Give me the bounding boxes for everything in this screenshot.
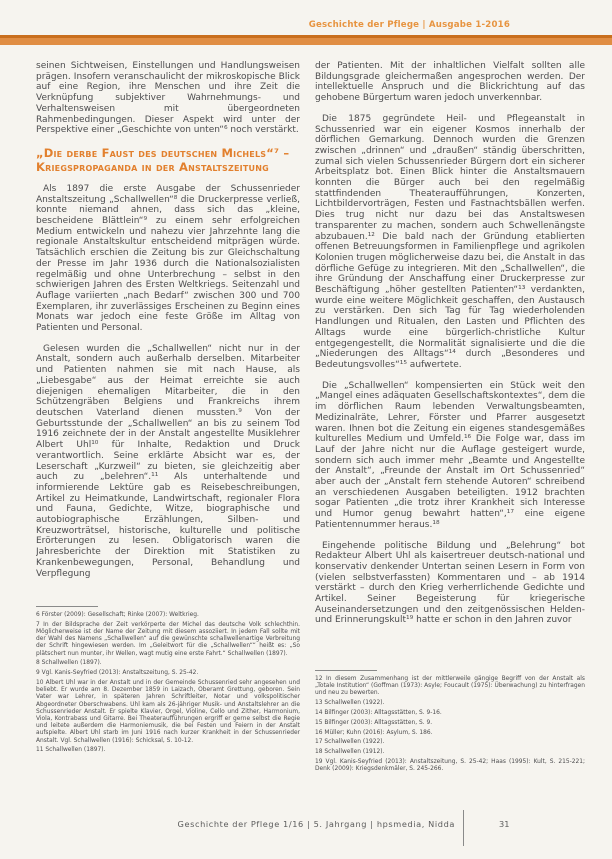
footnote: 14 Bilfinger (2003): Alltagsstätten, S. 9-16. <box>315 710 442 716</box>
footnote: 12 In diesem Zusammenhang ist der mittlerweile gängige Begriff von der Anstalt als „Totale Institution“ (Goffman (1973): Asyle; Foucault (1975): Überwachung) zu hinterfragen und neu zu bewerten. <box>315 676 585 697</box>
paragraph: Die „Schallwellen“ kompensierten ein Stück weit den „Mangel eines adäquaten Gesellschaftskontextes“, dem die im dörflichen Raum lebenden Verwaltungsbeamten, Medizinalräte, Lehrer, Förster und Pfarrer ausgesetzt waren. Ihnen bot die Zeitung ein eigenes standesgemäßes kulturelles Medium und Umfeld.¹⁶ Die Folge war, dass im Lauf der Jahre nicht nur die Auflage gesteigert wurde, sondern sich auch immer mehr „Beamte und Angestellte der Anstalt“, „Freunde der Anstalt im Ort Schussenried“ aber auch der „Anstalt fern stehende Autoren“ schreibend an verschiedenen Ausgaben beteiligten. 1912 brachten sogar Patienten „die trotz ihrer Krankheit sich Interesse und Humor genug bewahrt hatten“,¹⁷ eine eigene Patientennummer heraus.¹⁸ <box>315 380 585 530</box>
footnote: 10 Albert Uhl war in der Anstalt und in der Gemeinde Schussenried sehr angesehen und beliebt. Er wurde am 8. Dezember 1859 in Laizach, Oberamt Grettung, geboren. Sein Vater war Lehrer, in späteren Jahren Schriftleiter, Notar und volkspolitischer Abgeordneter Oberschwabens. Uhl kam als 26-jähriger Musik- und Anstaltslehrer an die Schussenrieder Anstalt. Er spielte Klavier, Orgel, Violine, Cello und Zither, Harmonium, Viola, Kontrabass und Gitarre. Bei Theateraufführungen ergriff er gerne selbst die Regie und leitete außerdem die Harmoniemusik, die bei Festen und Feiern in der Anstalt aufspielte. Albert Uhl starb im Juni 1916 nach kurzer Krankheit in der Schussenrieder Anstalt. Vgl. Schallwellen (1916): Schicksal, S. 10-12. <box>36 680 300 744</box>
footnote-separator <box>36 606 98 607</box>
footnote: 7 In der Bildsprache der Zeit verkörperte der Michel das deutsche Volk schlechthin. Möglicherweise ist der Name der Zeitung mit diesem assoziiert. In jedem Fall sollte mit der Wahl des Namens „Schallwellen“ auf die gewünschte schallwellenartige Verbreitung der Schrift hingewiesen werden. Im „Geleitwort für die „Schallwellen““ heißt es: „So plätschert nun munter, ihr Wellen, wagt mutig eine erste Fahrt.“ Schallwellen (1897). <box>36 621 300 657</box>
paragraph: Als 1897 die erste Ausgabe der Schussenrieder Anstaltszeitung „Schallwellen“⁸ die Druckerpresse verließ, konnte niemand ahnen, dass sich das „kleine, bescheidene Blättlein“⁹ zu einem sehr erfolgreichen Medium entwickeln und nahezu vier Jahrzehnte lang die regionale Anstaltskultur entscheidend mitprägen würde. Tatsächlich erschien die Zeitung bis zur Gleichschaltung der Presse im Jahr 1936 durch die Nationalsozialisten regelmäßig und ohne Unterbrechung – selbst in den schwierigen Jahren des Ersten Weltkriegs. Seitenzahl und Auflage variierten „nach Bedarf“ zwischen 300 und 700 Exemplaren, ihr zuverlässiges Erscheinen zu Beginn eines Monats war jedoch eine feste Größe im Alltag von Patienten und Personal. <box>36 183 300 334</box>
page-number: 31 <box>499 819 510 829</box>
footnote: 11 Schallwellen (1897). <box>36 747 106 754</box>
paragraph: Eingehende politische Bildung und „Belehrung“ bot Redakteur Albert Uhl als kaisertreuer deutsch-national und konservativ denkender Untertan seinen Lesern in Form von (vielen selbstverfassten) Kommentaren und – ab 1914 verstärkt – durch den Krieg verherrlichende Gedichte und Artikel. Seiner Begeisterung für kriegerische Auseinandersetzungen und den zeitgenössischen Helden- und Erinnerungskult¹⁹ hatte er schon in den Jahren zuvor <box>315 540 585 626</box>
section-heading: „Die derbe Faust des deutschen Michels“⁷ – Kriegspropaganda in der Anstaltszeitung <box>36 145 290 174</box>
footer-journal-line: Geschichte der Pflege 1/16 | 5. Jahrgang | hpsmedia, Nidda <box>177 819 455 829</box>
article-column-left <box>36 61 300 603</box>
footnotes-left <box>36 606 300 757</box>
footnote-separator <box>315 670 377 671</box>
footer-divider <box>463 810 464 846</box>
journal-issue-label: Geschichte der Pflege | Ausgabe 1-2016 <box>308 20 510 30</box>
footnotes-right <box>315 670 585 776</box>
footnote: 18 Schallwellen (1912). <box>315 749 385 756</box>
footnote: 9 Vgl. Kanis-Seyfried (2013): Anstaltszeitung, S. 25-42. <box>36 670 199 677</box>
article-column-right <box>315 61 585 667</box>
footnote: 13 Schallwellen (1922). <box>315 700 385 707</box>
paragraph: seinen Sichtweisen, Einstellungen und Handlungsweisen prägen. Insofern veranschaulicht der mikroskopische Blick auf eine Region, ihre Menschen und ihre Zeit die Verknüpfung subjektiver Wahrnehmungs- und Verhaltensweisen mit übergeordneten Rahmenbedingungen. Dieser Aspekt wird unter der Perspektive einer „Geschichte von unten“⁶ noch verstärkt. <box>36 61 300 136</box>
footnote: 8 Schallwellen (1897). <box>36 660 102 667</box>
paragraph: der Patienten. Mit der inhaltlichen Vielfalt sollten alle Bildungsgrade gleichermaßen angesprochen werden. Der intellektuelle Anspruch und die Blickrichtung auf das gehobene Bürgertum waren jedoch unverkennbar. <box>315 61 585 104</box>
footnote: 15 Bilfinger (2003): Alltagsstätten, S. 9. <box>315 719 433 726</box>
footnote: 6 Förster (2009): Gesellschaft; Rinke (2007): Weltkrieg. <box>36 612 199 618</box>
paragraph: Gelesen wurden die „Schallwellen“ nicht nur in der Anstalt, sondern auch außerhalb derselben. Mitarbeiter und Patienten nahmen sie mit nach Hause, als „Liebesgabe“ aus der Heimat erreichte sie auch diejenigen ehemaligen Mitarbeiter, die in den Schützengräben Belgiens und Frankreichs ihrem deutschen Vaterland dienen mussten.⁹ Von der Geburtsstunde der „Schallwellen“ an bis zu seinem Tod 1916 zeichnete der in der Anstalt angestellte Musiklehrer Albert Uhl¹⁰ für Inhalte, Redaktion und Druck verantwortlich. Seine erklärte Absicht war es, der Leserschaft „Kurzweil“ zu bieten, sie gleichzeitig aber auch zu „belehren“.¹¹ Als unterhaltende und informierende Lektüre gab es Reisebeschreibungen, Artikel zu Heimatkunde, Landwirtschaft, regionaler Flora und Fauna, Gedichte, Witze, biographische und autobiographische Erzählungen, Silben- und Kreuzworträtsel, historische, kulturelle und politische Erörterungen zu lesen. Obligatorisch waren die Jahresberichte der Direktion mit Statistiken zu Krankenbewegungen, Personal, Behandlung und Verpflegung <box>36 343 300 579</box>
paragraph: Die 1875 gegründete Heil- und Pflegeanstalt in Schussenried war ein eigener Kosmos innerhalb der dörflichen Gemarkung. Dennoch wurden die Grenzen zwischen „drinnen“ und „draußen“ ständig überschritten, zumal sich vielen Schussenrieder Bürgern dort ein sicherer Arbeitsplatz bot. Einen Blick hinter die Anstaltsmauern konnten die Bürger auch bei den regelmäßig stattfindenden Theateraufführungen, Konzerten, Lichtbildervorträgen, Festen und Fastnachtsbällen werfen. Dies trug nicht nur dazu bei das Anstaltswesen transparenter zu machen, sondern auch Schwellenängste abzubauen.¹² Die bald nach der Gründung etablierten offenen Betreuungsformen in Familienpflege und agrikolen Kolonien trugen möglicherweise dazu bei, die Anstalt in das dörfliche Gefüge zu integrieren. Mit den „Schallwellen“, die ihre Gründung der Anschaffung einer Druckerpresse zur Beschäftigung „höher gestellten Patienten“¹³ verdankten, wurde eine weitere Möglichkeit geschaffen, den Austausch zu verstärken. Den sich Tag für Tag wiederholenden Handlungen und Ritualen, den Lasten und Pflichten des Alltags wurde eine bürgerlich-christliche Kultur entgegengestellt, die Normalität signalisierte und die die „Niederungen des Alltags“¹⁴ durch „Besonderes und Bedeutungsvolles“¹⁵ aufwertete. <box>315 113 585 370</box>
header-accent-band <box>0 35 612 45</box>
footnote: 16 Müller; Kuhn (2016): Asylum, S. 186. <box>315 729 433 736</box>
footnote: 17 Schallwellen (1922). <box>315 739 385 746</box>
footnote: 19 Vgl. Kanis-Seyfried (2013): Anstaltszeitung, S. 25-42; Haas (1995): Kult, S. 215-221; Denk (2009): Kriegsdenkmäler, S. 245-266. <box>315 758 585 773</box>
